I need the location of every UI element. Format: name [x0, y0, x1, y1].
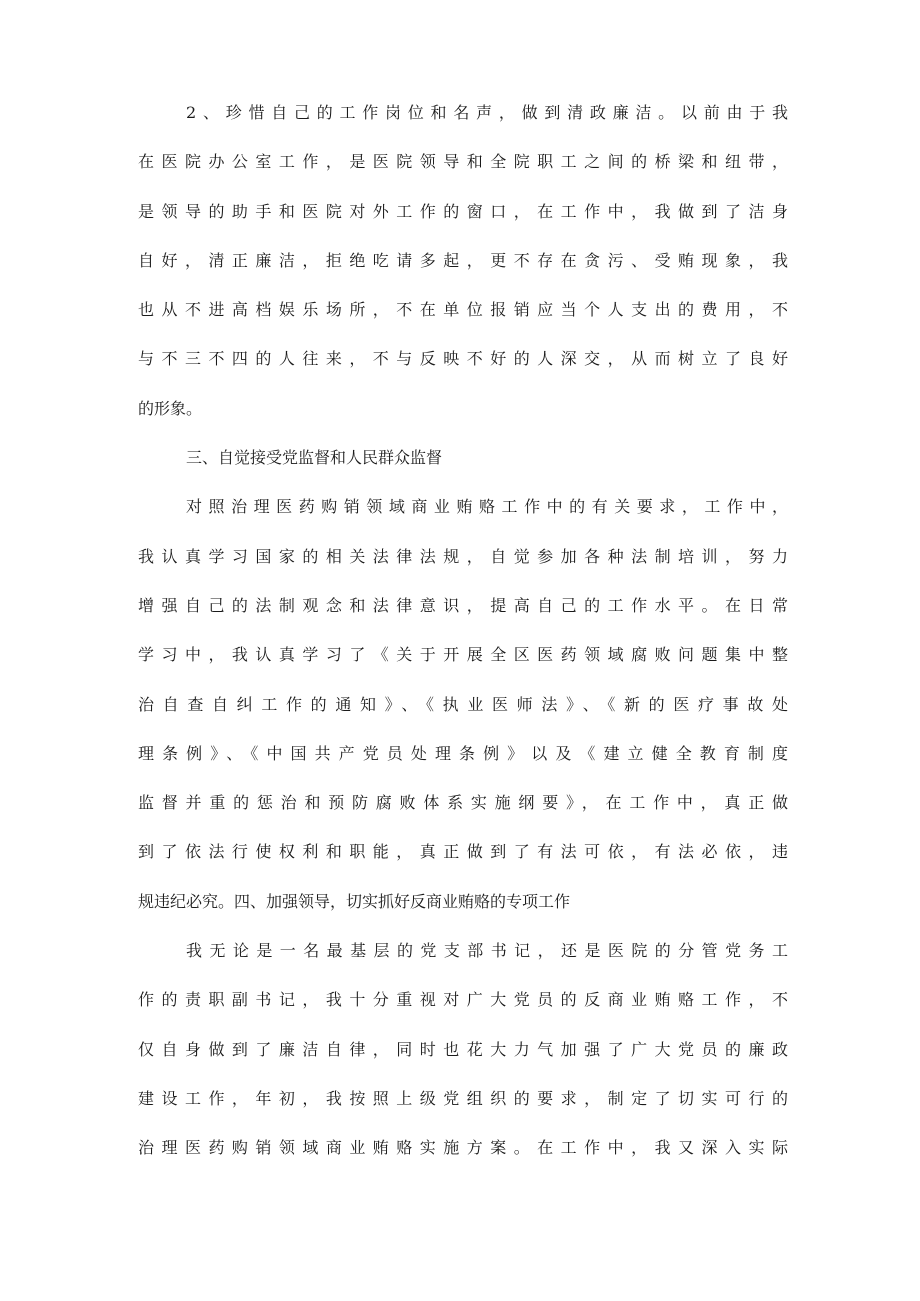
text-line: 规违纪必究。四、加强领导，切实抓好反商业贿赂的专项工作 [138, 891, 571, 911]
text-line: 的形象。 [138, 398, 203, 418]
text-line: 理条例》、《中国共产党员处理条例》以及《建立健全教育制度 [138, 743, 788, 763]
text-line: 仅自身做到了廉洁自律，同时也花大力气加强了广大党员的廉政 [138, 1039, 788, 1059]
text-line: 对照治理医药购销领域商业贿赂工作中的有关要求，工作中， [186, 497, 788, 517]
text-line: 与不三不四的人往来，不与反映不好的人深交，从而树立了良好 [138, 349, 788, 369]
text-line: 自好，清正廉洁，拒绝吃请多起，更不存在贪污、受贿现象，我 [138, 250, 788, 270]
text-line: 作的责职副书记，我十分重视对广大党员的反商业贿赂工作，不 [138, 990, 788, 1010]
document-body [138, 100, 788, 1185]
text-line: 建设工作，年初，我按照上级党组织的要求，制定了切实可行的 [138, 1088, 788, 1108]
text-line: 治自查自纠工作的通知》、《执业医师法》、《新的医疗事故处 [138, 694, 788, 714]
paragraph-law-study [138, 494, 788, 938]
paragraph-integrity [138, 100, 788, 445]
section-heading-supervision [138, 445, 788, 494]
text-line: 2、珍惜自己的工作岗位和名声，做到清政廉洁。以前由于我 [186, 103, 788, 122]
text-line: 是领导的助手和医院对外工作的窗口，在工作中，我做到了洁身 [138, 201, 788, 221]
text-line: 也从不进高档娱乐场所，不在单位报销应当个人支出的费用，不 [138, 300, 788, 320]
text-line: 我无论是一名最基层的党支部书记，还是医院的分管党务工 [186, 941, 788, 961]
text-line: 到了依法行使权利和职能，真正做到了有法可依，有法必依，违 [138, 842, 788, 862]
text-line: 治理医药购销领域商业贿赂实施方案。在工作中，我又深入实际 [138, 1138, 788, 1158]
text-line: 我认真学习国家的相关法律法规，自觉参加各种法制培训，努力 [138, 546, 788, 566]
paragraph-leadership [138, 938, 788, 1184]
text-line: 监督并重的惩治和预防腐败体系实施纲要》，在工作中，真正做 [138, 793, 788, 813]
section-heading: 三、自觉接受党监督和人民群众监督 [186, 448, 443, 468]
text-line: 在医院办公室工作，是医院领导和全院职工之间的桥梁和纽带， [138, 152, 788, 172]
text-line: 学习中，我认真学习了《关于开展全区医药领域腐败问题集中整 [138, 645, 788, 665]
text-line: 增强自己的法制观念和法律意识，提高自己的工作水平。在日常 [138, 595, 788, 615]
